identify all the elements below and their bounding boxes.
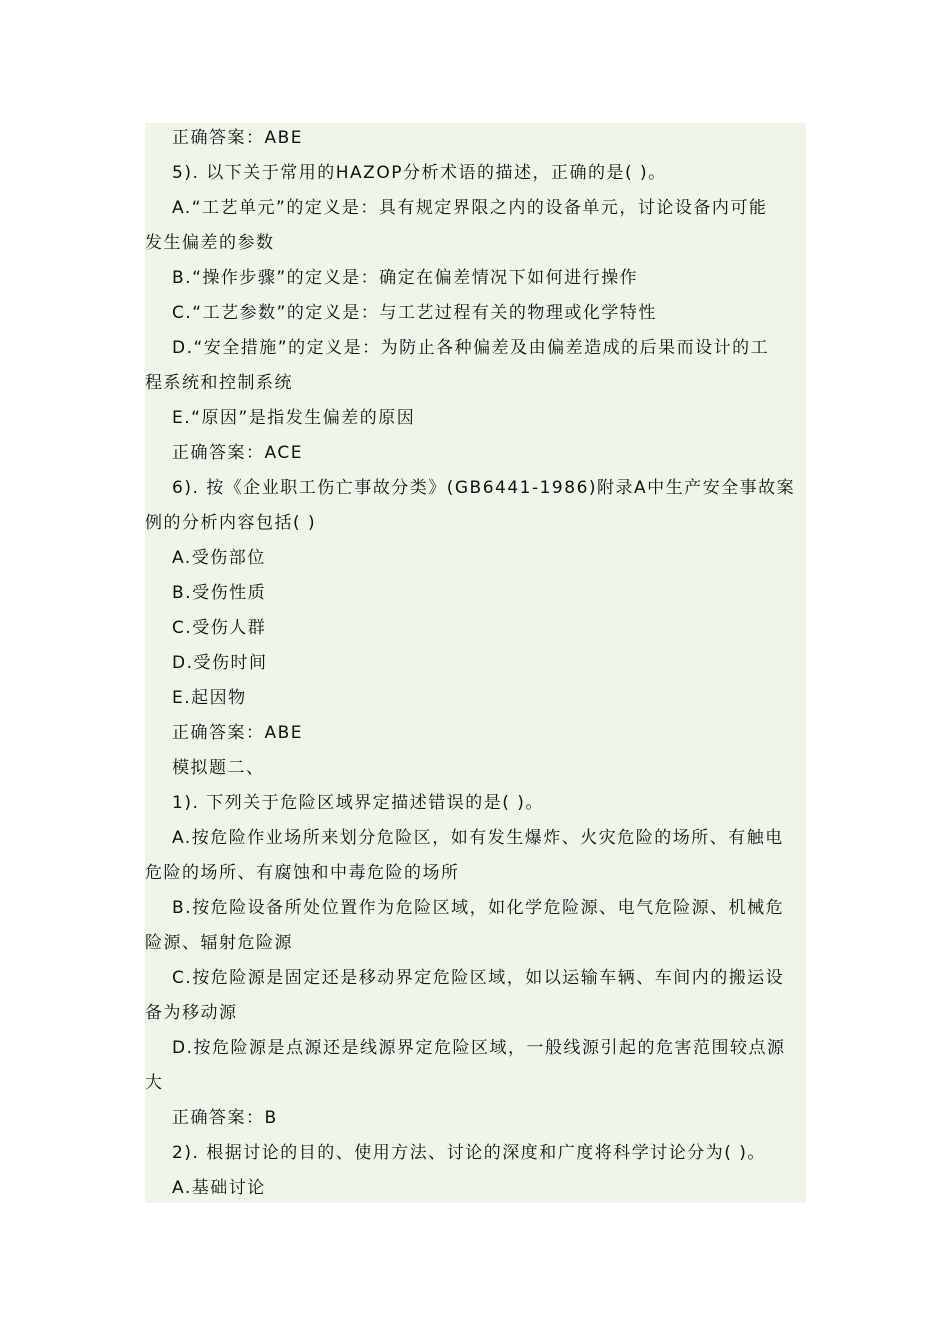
text-line: A.基础讨论 [172,1178,266,1198]
text-line: C.“工艺参数”的定义是：与工艺过程有关的物理或化学特性 [172,303,657,323]
text-line: 2). 根据讨论的目的、使用方法、讨论的深度和广度将科学讨论分为( )。 [172,1143,766,1163]
text-line: 备为移动源 [145,1003,238,1023]
text-line: 5). 以下关于常用的HAZOP分析术语的描述，正确的是( )。 [172,163,667,183]
text-line: A.“工艺单元”的定义是：具有规定界限之内的设备单元，讨论设备内可能 [172,198,768,218]
text-line: 危险的场所、有腐蚀和中毒危险的场所 [145,863,460,883]
text-line: 模拟题二、 [172,758,265,778]
text-line: 例的分析内容包括( ) [145,513,317,533]
text-line: 正确答案：ACE [172,443,303,463]
text-line: 发生偏差的参数 [145,233,275,253]
text-line: 大 [145,1073,164,1093]
text-line: A.按危险作业场所来划分危险区，如有发生爆炸、火灾危险的场所、有触电 [172,828,784,848]
text-line: B.受伤性质 [172,583,267,603]
text-line: D.按危险源是点源还是线源界定危险区域，一般线源引起的危害范围较点源 [172,1038,786,1058]
text-line: 正确答案：ABE [172,128,304,148]
document-content [145,123,806,1203]
text-line: C.按危险源是固定还是移动界定危险区域，如以运输车辆、车间内的搬运设 [172,968,785,988]
text-line: A.受伤部位 [172,548,266,568]
text-line: D.“安全措施”的定义是：为防止各种偏差及由偏差造成的后果而设计的工 [172,338,770,358]
text-line: 正确答案：B [172,1108,278,1128]
text-line: E.“原因”是指发生偏差的原因 [172,408,416,428]
text-line: E.起因物 [172,688,247,708]
text-line: B.按危险设备所处位置作为危险区域，如化学危险源、电气危险源、机械危 [172,898,785,918]
text-line: B.“操作步骤”的定义是：确定在偏差情况下如何进行操作 [172,268,639,288]
text-line: D.受伤时间 [172,653,268,673]
text-line: C.受伤人群 [172,618,267,638]
text-line: 正确答案：ABE [172,723,304,743]
text-line: 程系统和控制系统 [145,373,293,393]
text-line: 1). 下列关于危险区域界定描述错误的是( )。 [172,793,544,813]
text-line: 险源、辐射危险源 [145,933,293,953]
text-line: 6). 按《企业职工伤亡事故分类》(GB6441-1986)附录A中生产安全事故案 [172,478,796,498]
